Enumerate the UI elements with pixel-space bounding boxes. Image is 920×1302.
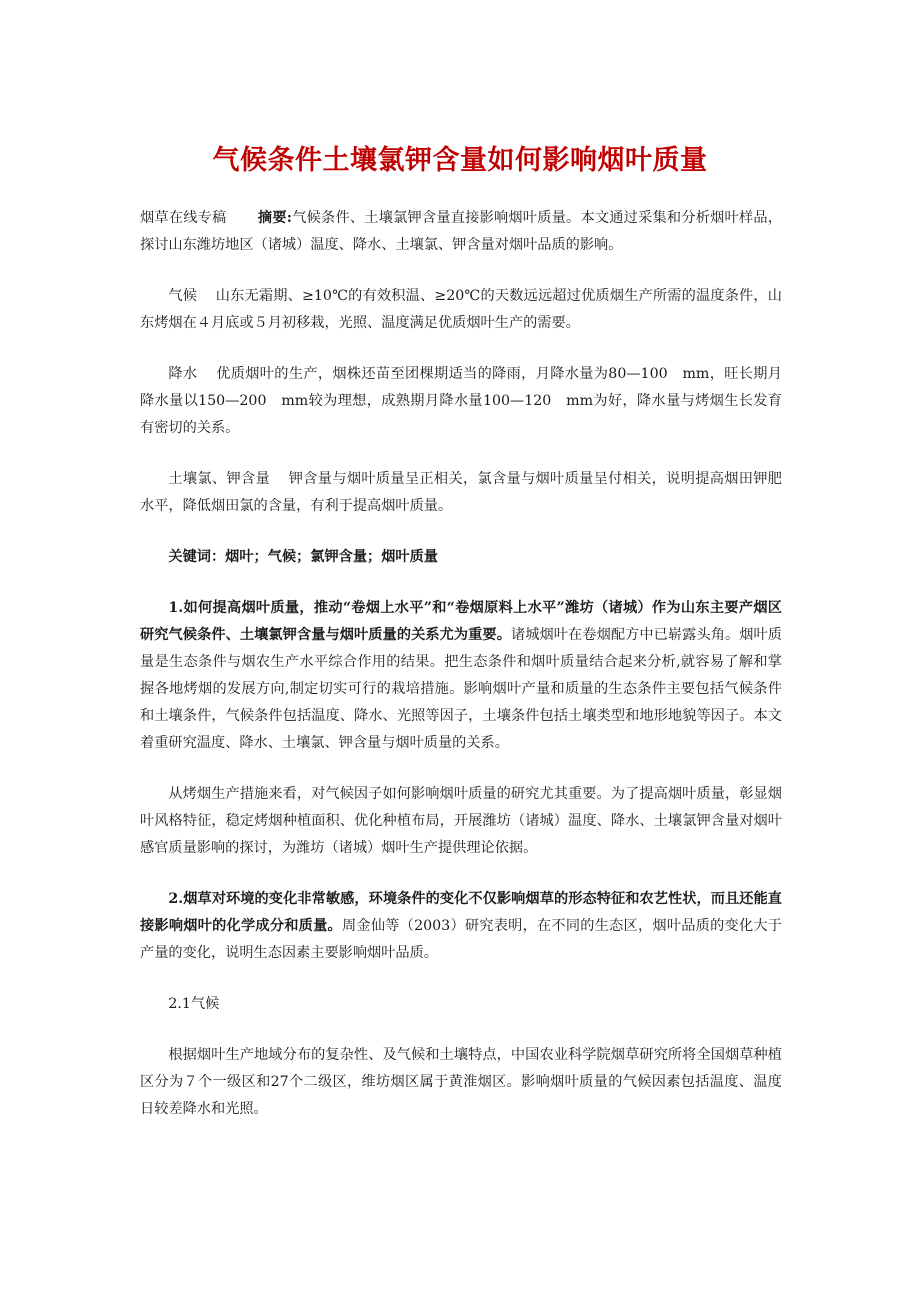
climate-text: 山东无霜期、≥10℃的有效积温、≥20℃的天数远远超过优质烟生产所需的温度条件，山东烤烟在４月底或５月初移栽，光照、温度满足优质烟叶生产的需要。 bbox=[140, 288, 782, 331]
section1-paragraph bbox=[140, 595, 782, 757]
document-body bbox=[140, 205, 782, 1147]
section2-paragraph bbox=[140, 886, 782, 967]
section2-text: 周金仙等（2003）研究表明，在不同的生态区，烟叶品质的变化大于产量的变化，说明生态因素主要影响烟叶品质。 bbox=[140, 918, 782, 961]
page-title: 气候条件土壤氯钾含量如何影响烟叶质量 bbox=[212, 145, 708, 176]
soil-text: 钾含量与烟叶质量呈正相关，氯含量与烟叶质量呈付相关，说明提高烟田钾肥水平，降低烟田氯的含量，有利于提高烟叶质量。 bbox=[140, 471, 782, 514]
section1-text: 诸城烟叶在卷烟配方中已崭露头角。烟叶质量是生态条件与烟农生产水平综合作用的结果。把生态条件和烟叶质量结合起来分析,就容易了解和掌握各地烤烟的发展方向,制定切实可行的栽培措施。影响烟叶产量和质量的生态条件主要包括气候条件和土壤条件，气候条件包括温度、降水、光照等因子，土壤条件包括土壤类型和地形地貌等因子。本文着重研究温度、降水、土壤氯、钾含量与烟叶质量的关系。 bbox=[140, 627, 782, 751]
soil-paragraph bbox=[140, 466, 782, 520]
intro-paragraph bbox=[140, 205, 782, 259]
section2-1-heading: 2.1气候 bbox=[168, 996, 220, 1012]
keywords: 关键词：烟叶；气候；氯钾含量；烟叶质量 bbox=[168, 549, 438, 565]
section2-1-paragraph: 根据烟叶生产地域分布的复杂性、及气候和土壤特点，中国农业科学院烟草研究所将全国烟草种植区分为７个一级区和27个二级区，维坊烟区属于黄淮烟区。影响烟叶质量的气候因素包括温度、温度日较差降水和光照。 bbox=[140, 1047, 782, 1117]
section1-heading: 1.如何提高烟叶质量，推动“卷烟上水平”和“卷烟原料上水平”潍坊（诸城）作为山东主要产烟区研究气候条件、土壤氯钾含量与烟叶质量的关系尤为重要。 bbox=[140, 600, 782, 643]
soil-label: 土壤氯、钾含量 bbox=[168, 471, 270, 487]
abstract-label: 摘要: bbox=[257, 210, 292, 226]
climate-paragraph bbox=[140, 283, 782, 337]
rainfall-label: 降水 bbox=[168, 366, 198, 382]
abstract-text: 气候条件、土壤氯钾含量直接影响烟叶质量。本文通过采集和分析烟叶样品，探讨山东潍坊地区（诸城）温度、降水、土壤氯、钾含量对烟叶品质的影响。 bbox=[140, 210, 782, 253]
section2-heading: 2.烟草对环境的变化非常敏感，环境条件的变化不仅影响烟草的形态特征和农艺性状，而且还能直接影响烟叶的化学成分和质量。 bbox=[140, 891, 782, 934]
climate-label: 气候 bbox=[168, 288, 198, 304]
rainfall-text: 优质烟叶的生产，烟株还苗至团棵期适当的降雨，月降水量为80—100 mm，旺长期月降水量以150—200 mm较为理想，成熟期月降水量100—120 mm为好，降水量与烤烟生长发育有密切的关系。 bbox=[140, 366, 782, 436]
rainfall-paragraph bbox=[140, 361, 782, 442]
measures-paragraph: 从烤烟生产措施来看，对气候因子如何影响烟叶质量的研究尤其重要。为了提高烟叶质量，彰显烟叶风格特征，稳定烤烟种植面积、优化种植布局，开展潍坊（诸城）温度、降水、土壤氯钾含量对烟叶感官质量影响的探讨，为潍坊（诸城）烟叶生产提供理论依据。 bbox=[140, 786, 782, 856]
source-label: 烟草在线专稿 bbox=[140, 210, 227, 226]
